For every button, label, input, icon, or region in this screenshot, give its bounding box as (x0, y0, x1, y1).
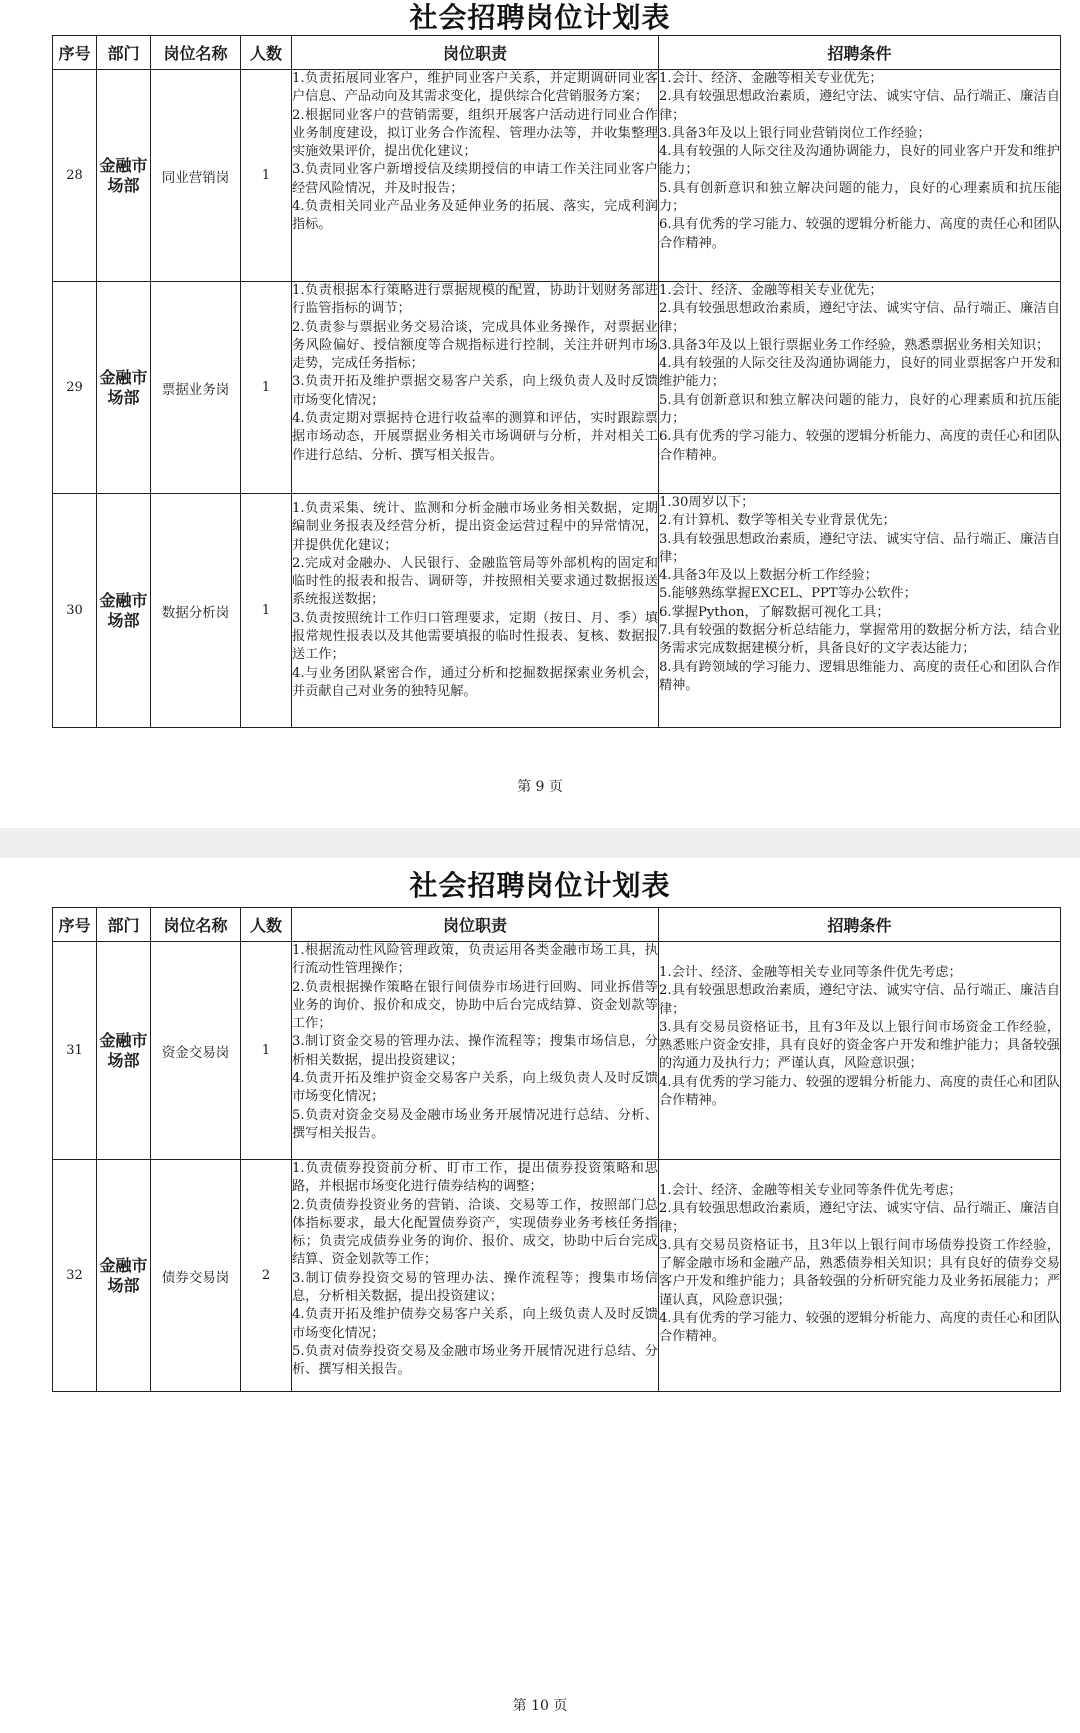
requirement-item: 4.具有优秀的学习能力、较强的逻辑分析能力、高度的责任心和团队合作精神。 (659, 1311, 1060, 1345)
duty-item: 1.根据流动性风险管理政策，负责运用各类金融市场工具，执行流动性管理操作； (292, 943, 658, 977)
row-position: 同业营销岗 (151, 70, 241, 282)
requirement-item: 5.能够熟练掌握EXCEL、PPT等办公软件； (659, 586, 917, 602)
row-requirements (659, 942, 1061, 1160)
requirement-item: 5.具有创新意识和独立解决问题的能力，良好的心理素质和抗压能力； (659, 180, 1060, 215)
requirement-item: 1.30周岁以下； (659, 495, 755, 510)
duty-item: 4.与业务团队紧密合作，通过分析和挖掘数据探索业务机会，并贡献自己对业务的独特见解。 (292, 665, 658, 699)
row-position: 票据业务岗 (151, 282, 241, 494)
requirement-item: 1.会计、经济、金融等相关专业同等条件优先考虑； (659, 1183, 962, 1198)
duty-item: 4.负责开拓及维护债券交易客户关系，向上级负责人及时反馈市场变化情况； (292, 1307, 658, 1341)
requirement-item: 1.会计、经济、金融等相关专业优先； (659, 283, 883, 298)
requirement-item: 7.具有较强的数据分析总结能力，掌握常用的数据分析方法，结合业务需求完成数据建模分析，具备良好的文字表达能力； (659, 623, 1060, 657)
requirement-item: 5.具有创新意识和独立解决问题的能力，良好的心理素质和抗压能力； (659, 392, 1060, 427)
duty-item: 5.负责对资金交易及金融市场业务开展情况进行总结、分析、撰写相关报告。 (292, 1107, 658, 1141)
table-row (53, 942, 1061, 1160)
row-count: 1 (241, 282, 292, 494)
duty-item: 3.负责同业客户新增授信及续期授信的申请工作关注同业客户经营风险情况，并及时报告； (292, 162, 658, 196)
row-dept: 金融市场部 (97, 282, 151, 494)
page-number: 第 10 页 (512, 1698, 568, 1714)
requirement-item: 2.具有较强思想政治素质，遵纪守法、诚实守信、品行端正、廉洁自律； (659, 1201, 1060, 1235)
header-count: 人数 (241, 908, 292, 942)
row-dept: 金融市场部 (97, 1160, 151, 1392)
row-no: 28 (53, 70, 97, 282)
duty-item: 1.负责根据本行策略进行票据规模的配置，协助计划财务部进行监管指标的调节； (292, 283, 658, 317)
page-title: 社会招聘岗位计划表 (409, 1, 671, 34)
duty-item: 4.负责相关同业产品业务及延伸业务的拓展、落实，完成利润指标。 (292, 199, 658, 233)
row-dept: 金融市场部 (97, 494, 151, 728)
table-row (53, 494, 1061, 728)
row-duties (292, 282, 659, 494)
table-header-row (53, 36, 1061, 70)
requirement-item: 3.具备3年及以上银行同业营销岗位工作经验； (659, 125, 931, 141)
requirement-item: 2.具有较强思想政治素质，遵纪守法、诚实守信、品行端正、廉洁自律； (659, 301, 1060, 335)
header-dept: 部门 (97, 36, 151, 70)
requirement-item: 3.具有交易员资格证书，且有3年及以上银行间市场资金工作经验，熟悉账户资金安排，具有良好的资金客户开发和维护能力；具备较强的沟通力及执行力；严谨认真，风险意识强； (659, 1019, 1060, 1072)
row-duties (292, 942, 659, 1160)
duty-item: 2.负责根据操作策略在银行间债券市场进行回购、同业拆借等业务的询价、报价和成交，协助中后台完成结算、资金划款等工作； (292, 979, 658, 1032)
requirement-item: 8.具有跨领域的学习能力、逻辑思维能力、高度的责任心和团队合作精神。 (659, 659, 1060, 693)
row-duties (292, 70, 659, 282)
table-header-row (53, 908, 1061, 942)
header-count: 人数 (241, 36, 292, 70)
page-separator (0, 828, 1080, 858)
requirement-item: 2.有计算机、数学等相关专业背景优先； (659, 513, 896, 529)
requirement-item: 4.具有优秀的学习能力、较强的逻辑分析能力、高度的责任心和团队合作精神。 (659, 1074, 1060, 1109)
header-position: 岗位名称 (151, 908, 241, 942)
row-no: 30 (53, 494, 97, 728)
row-position: 资金交易岗 (151, 942, 241, 1160)
row-duties (292, 1160, 659, 1392)
requirement-item: 1.会计、经济、金融等相关专业优先； (659, 71, 883, 86)
recruitment-table (52, 907, 1061, 1392)
duty-item: 2.负责债券投资业务的营销、洽谈、交易等工作，按照部门总体指标要求，最大化配置债券资产，实现债券业务考核任务指标；负责完成债券业务的询价、报价、成交，协助中后台完成结算、资金划款等工作； (292, 1197, 658, 1268)
duty-item: 2.完成对金融办、人民银行、金融监管局等外部机构的固定和临时性的报表和报告、调研等，并按照相关要求通过数据报送系统报送数据； (292, 555, 658, 608)
header-requirements: 招聘条件 (659, 36, 1061, 70)
duty-item: 3.负责开拓及维护票据交易客户关系，向上级负责人及时反馈市场变化情况； (292, 374, 658, 408)
requirement-item: 4.具有较强的人际交往及沟通协调能力，良好的同业客户开发和维护能力； (659, 144, 1060, 178)
row-requirements (659, 1160, 1061, 1392)
row-position: 债券交易岗 (151, 1160, 241, 1392)
duty-item: 3.负责按照统计工作归口管理要求，定期（按日、月、季）填报常规性报表以及其他需要填报的临时性报表、复核、数据报送工作； (292, 610, 658, 663)
duty-item: 1.负责采集、统计、监测和分析金融市场业务相关数据，定期编制业务报表及经营分析，提出资金运营过程中的异常情况，并提供优化建议； (292, 501, 658, 553)
duty-item: 4.负责开拓及维护资金交易客户关系，向上级负责人及时反馈市场变化情况； (292, 1071, 658, 1105)
row-requirements (659, 282, 1061, 494)
row-position: 数据分析岗 (151, 494, 241, 728)
requirement-item: 4.具备3年及以上数据分析工作经验； (659, 568, 878, 584)
duty-item: 4.负责定期对票据持仓进行收益率的测算和评估，实时跟踪票据市场动态，开展票据业务相关市场调研与分析，并对相关工作进行总结、分析、撰写相关报告。 (292, 411, 658, 463)
row-dept: 金融市场部 (97, 942, 151, 1160)
requirement-item: 3.具备3年及以上银行票据业务工作经验，熟悉票据业务相关知识； (659, 337, 1050, 353)
duty-item: 5.负责对债券投资交易及金融市场业务开展情况进行总结、分析、撰写相关报告。 (292, 1343, 658, 1378)
duty-item: 3.制订债券投资交易的管理办法、操作流程等；搜集市场信息，分析相关数据，提出投资建议； (292, 1270, 658, 1305)
duty-item: 2.根据同业客户的营销需要，组织开展客户活动进行同业合作业务制度建设，拟订业务合作流程、管理办法等，并收集整理实施效果评价，提出优化建议； (292, 107, 658, 160)
row-no: 31 (53, 942, 97, 1160)
duty-item: 1.负责拓展同业客户，维护同业客户关系，并定期调研同业客户信息、产品动向及其需求变化，提供综合化营销服务方案； (292, 71, 658, 105)
row-no: 29 (53, 282, 97, 494)
header-duties: 岗位职责 (292, 908, 659, 942)
requirement-item: 2.具有较强思想政治素质，遵纪守法、诚实守信、品行端正、廉洁自律； (659, 89, 1060, 123)
header-duties: 岗位职责 (292, 36, 659, 70)
row-count: 2 (241, 1160, 292, 1392)
header-no: 序号 (53, 908, 97, 942)
requirement-item: 2.具有较强思想政治素质，遵纪守法、诚实守信、品行端正、廉洁自律； (659, 983, 1060, 1017)
page-number: 第 9 页 (517, 779, 563, 795)
requirement-item: 6.具有优秀的学习能力、较强的逻辑分析能力、高度的责任心和团队合作精神。 (659, 429, 1060, 463)
row-requirements (659, 494, 1061, 728)
table-row (53, 70, 1061, 282)
header-requirements: 招聘条件 (659, 908, 1061, 942)
requirement-item: 6.具有优秀的学习能力、较强的逻辑分析能力、高度的责任心和团队合作精神。 (659, 217, 1060, 251)
page-10 (0, 858, 1080, 1733)
header-no: 序号 (53, 36, 97, 70)
duty-item: 1.负责债券投资前分析、盯市工作，提出债券投资策略和思路，并根据市场变化进行债券结构的调整； (292, 1161, 658, 1195)
header-position: 岗位名称 (151, 36, 241, 70)
row-count: 1 (241, 70, 292, 282)
requirement-item: 3.具有交易员资格证书，且3年以上银行间市场债券投资工作经验，了解金融市场和金融产品，熟悉债券相关知识；具有良好的债券交易客户开发和维护能力；具备较强的分析研究能力及业务拓展能力；严谨认真，风险意识强； (659, 1237, 1060, 1308)
duty-item: 3.制订资金交易的管理办法、操作流程等；搜集市场信息，分析相关数据，提出投资建议； (292, 1034, 658, 1068)
requirement-item: 1.会计、经济、金融等相关专业同等条件优先考虑； (659, 965, 962, 980)
row-duties (292, 494, 659, 728)
requirement-item: 6.掌握Python，了解数据可视化工具； (659, 604, 890, 620)
duty-item: 2.负责参与票据业务交易洽谈，完成具体业务操作，对票据业务风险偏好、授信额度等合规指标进行控制，关注并研判市场走势，完成任务指标； (292, 319, 658, 372)
row-count: 1 (241, 942, 292, 1160)
table-row (53, 282, 1061, 494)
row-requirements (659, 70, 1061, 282)
row-dept: 金融市场部 (97, 70, 151, 282)
recruitment-table (52, 35, 1061, 728)
page-9 (0, 0, 1080, 828)
page-title: 社会招聘岗位计划表 (409, 869, 671, 902)
requirement-item: 4.具有较强的人际交往及沟通协调能力，良好的同业票据客户开发和维护能力； (659, 356, 1060, 390)
requirement-item: 3.具有较强思想政治素质，遵纪守法、诚实守信、品行端正、廉洁自律； (659, 531, 1060, 565)
row-count: 1 (241, 494, 292, 728)
header-dept: 部门 (97, 908, 151, 942)
row-no: 32 (53, 1160, 97, 1392)
table-row (53, 1160, 1061, 1392)
